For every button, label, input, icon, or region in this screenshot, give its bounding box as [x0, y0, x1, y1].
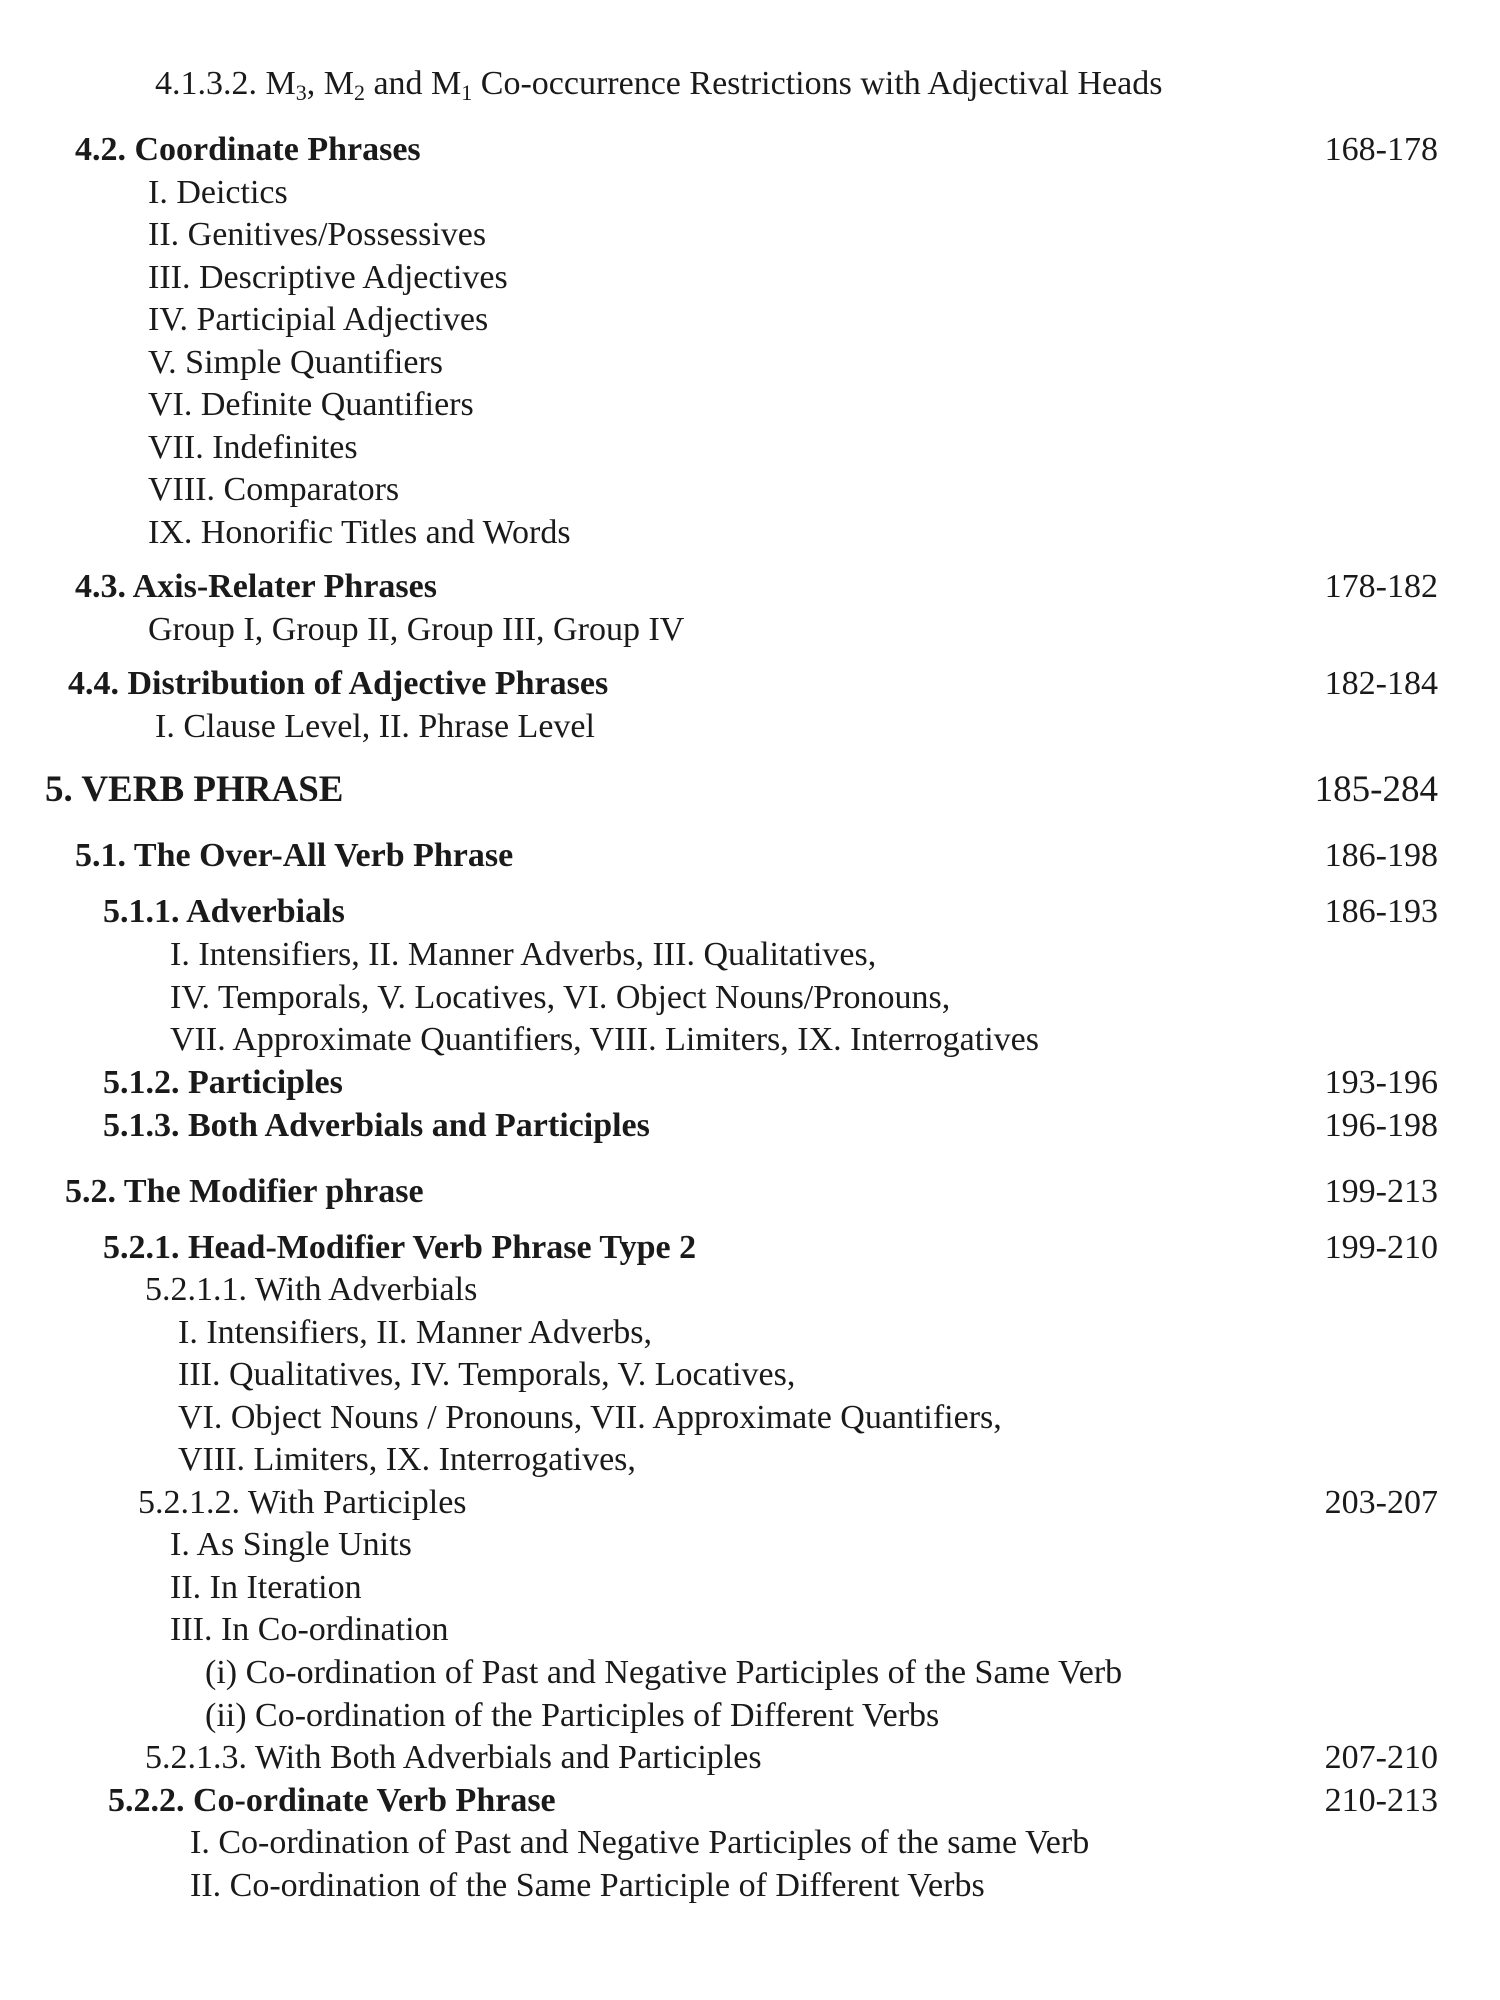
toc-subentry [0, 468, 1500, 512]
toc-entry-5-2[interactable] [0, 1170, 1500, 1214]
entry-title: I. Intensifiers, II. Manner Adverbs, [178, 1314, 652, 1351]
entry-pages: 199-210 [1324, 1229, 1438, 1266]
toc-subentry [0, 1694, 1500, 1738]
toc-subentry [0, 298, 1500, 342]
entry-title: 5.2.1.1. With Adverbials [145, 1271, 478, 1308]
entry-title: III. Descriptive Adjectives [148, 259, 508, 296]
entry-title: IX. Honorific Titles and Words [148, 514, 571, 551]
toc-entry-5-1-1[interactable] [0, 890, 1500, 934]
entry-title: II. In Iteration [170, 1569, 362, 1606]
toc-entry-5-1-2[interactable] [0, 1061, 1500, 1105]
toc-subentry [0, 976, 1500, 1020]
entry-title: 5. VERB PHRASE [45, 769, 344, 810]
toc-subentry [0, 383, 1500, 427]
entry-pages: 168-178 [1324, 131, 1438, 168]
toc-entry-4-3[interactable] [0, 565, 1500, 609]
toc-subentry [0, 1396, 1500, 1440]
toc-entry-5-2-1-1[interactable] [0, 1268, 1500, 1312]
entry-title: IV. Temporals, V. Locatives, VI. Object Nouns/Pronouns, [170, 979, 951, 1016]
entry-title: 5.1.1. Adverbials [103, 893, 345, 930]
entry-title: Group I, Group II, Group III, Group IV [148, 611, 685, 648]
entry-title: 4.1.3.2. $M_3$, $M_2$ and $M_1$ Co-occurrence Restrictions with Adjectival Heads [155, 65, 1163, 105]
toc-entry-5-1[interactable] [0, 834, 1500, 878]
entry-pages: 207-210 [1324, 1739, 1438, 1776]
entry-title: VIII. Limiters, IX. Interrogatives, [178, 1441, 636, 1478]
toc-entry-5-1-3[interactable] [0, 1104, 1500, 1148]
toc-subentry [0, 1608, 1500, 1652]
toc-subentry [0, 1438, 1500, 1482]
entry-title: VI. Object Nouns / Pronouns, VII. Approximate Quantifiers, [178, 1399, 1002, 1436]
toc-subentry [0, 511, 1500, 555]
toc-chapter-5[interactable] [0, 768, 1500, 812]
entry-title: (i) Co-ordination of Past and Negative Participles of the Same Verb [205, 1654, 1123, 1691]
entry-pages: 186-198 [1324, 837, 1438, 874]
entry-title: VII. Approximate Quantifiers, VIII. Limiters, IX. Interrogatives [170, 1021, 1039, 1058]
toc-subentry [0, 608, 1500, 652]
toc-subentry [0, 1651, 1500, 1695]
entry-title: I. As Single Units [170, 1526, 412, 1563]
toc-entry-5-2-1-3[interactable] [0, 1736, 1500, 1780]
entry-title: 5.2.1.3. With Both Adverbials and Participles [145, 1739, 762, 1776]
toc-entry-4-2[interactable] [0, 128, 1500, 172]
entry-title: 5.1.3. Both Adverbials and Participles [103, 1107, 650, 1144]
entry-pages: 182-184 [1324, 665, 1438, 702]
toc-subentry [0, 1311, 1500, 1355]
toc-subentry [0, 171, 1500, 215]
entry-title: VI. Definite Quantifiers [148, 386, 474, 423]
entry-pages: 186-193 [1324, 893, 1438, 930]
toc-subentry [0, 1353, 1500, 1397]
entry-title: I. Clause Level, II. Phrase Level [155, 708, 595, 745]
toc-subentry [0, 1566, 1500, 1610]
entry-title: I. Intensifiers, II. Manner Adverbs, III. Qualitatives, [170, 936, 877, 973]
toc-subentry [0, 933, 1500, 977]
toc-subentry [0, 1864, 1500, 1908]
entry-title: (ii) Co-ordination of the Participles of Different Verbs [205, 1697, 940, 1734]
toc-subentry [0, 341, 1500, 385]
toc-entry-4-1-3-2[interactable] [0, 62, 1500, 106]
toc-entry-5-2-1-2[interactable] [0, 1481, 1500, 1525]
entry-title: 5.1.2. Participles [103, 1064, 343, 1101]
entry-pages: 210-213 [1324, 1782, 1438, 1819]
entry-title: 5.1. The Over-All Verb Phrase [75, 837, 514, 874]
entry-title: II. Genitives/Possessives [148, 216, 487, 253]
toc-entry-4-4[interactable] [0, 662, 1500, 706]
entry-title: IV. Participial Adjectives [148, 301, 489, 338]
entry-title: 4.4. Distribution of Adjective Phrases [68, 665, 609, 702]
entry-pages: 203-207 [1324, 1484, 1438, 1521]
toc-subentry [0, 256, 1500, 300]
entry-title: 5.2.1. Head-Modifier Verb Phrase Type 2 [103, 1229, 697, 1266]
entry-title: III. In Co-ordination [170, 1611, 449, 1648]
entry-title: 5.2.2. Co-ordinate Verb Phrase [108, 1782, 556, 1819]
entry-title: V. Simple Quantifiers [148, 344, 443, 381]
entry-pages: 178-182 [1324, 568, 1438, 605]
toc-subentry [0, 705, 1500, 749]
toc-entry-5-2-1[interactable] [0, 1226, 1500, 1270]
toc-subentry [0, 1523, 1500, 1567]
toc-subentry [0, 1018, 1500, 1062]
entry-pages: 185-284 [1314, 769, 1438, 810]
entry-title: 5.2. The Modifier phrase [65, 1173, 424, 1210]
entry-title: 5.2.1.2. With Participles [138, 1484, 467, 1521]
entry-title: VIII. Comparators [148, 471, 400, 508]
entry-title: II. Co-ordination of the Same Participle of Different Verbs [190, 1867, 985, 1904]
entry-pages: 193-196 [1324, 1064, 1438, 1101]
entry-title: I. Co-ordination of Past and Negative Participles of the same Verb [190, 1824, 1090, 1861]
toc-subentry [0, 1821, 1500, 1865]
toc-entry-5-2-2[interactable] [0, 1779, 1500, 1823]
entry-title: I. Deictics [148, 174, 288, 211]
entry-pages: 196-198 [1324, 1107, 1438, 1144]
entry-title: VII. Indefinites [148, 429, 358, 466]
toc-subentry [0, 213, 1500, 257]
toc-subentry [0, 426, 1500, 470]
entry-title: 4.3. Axis-Relater Phrases [75, 568, 437, 605]
entry-title: 4.2. Coordinate Phrases [75, 131, 421, 168]
entry-pages: 199-213 [1324, 1173, 1438, 1210]
entry-title: III. Qualitatives, IV. Temporals, V. Locatives, [178, 1356, 796, 1393]
